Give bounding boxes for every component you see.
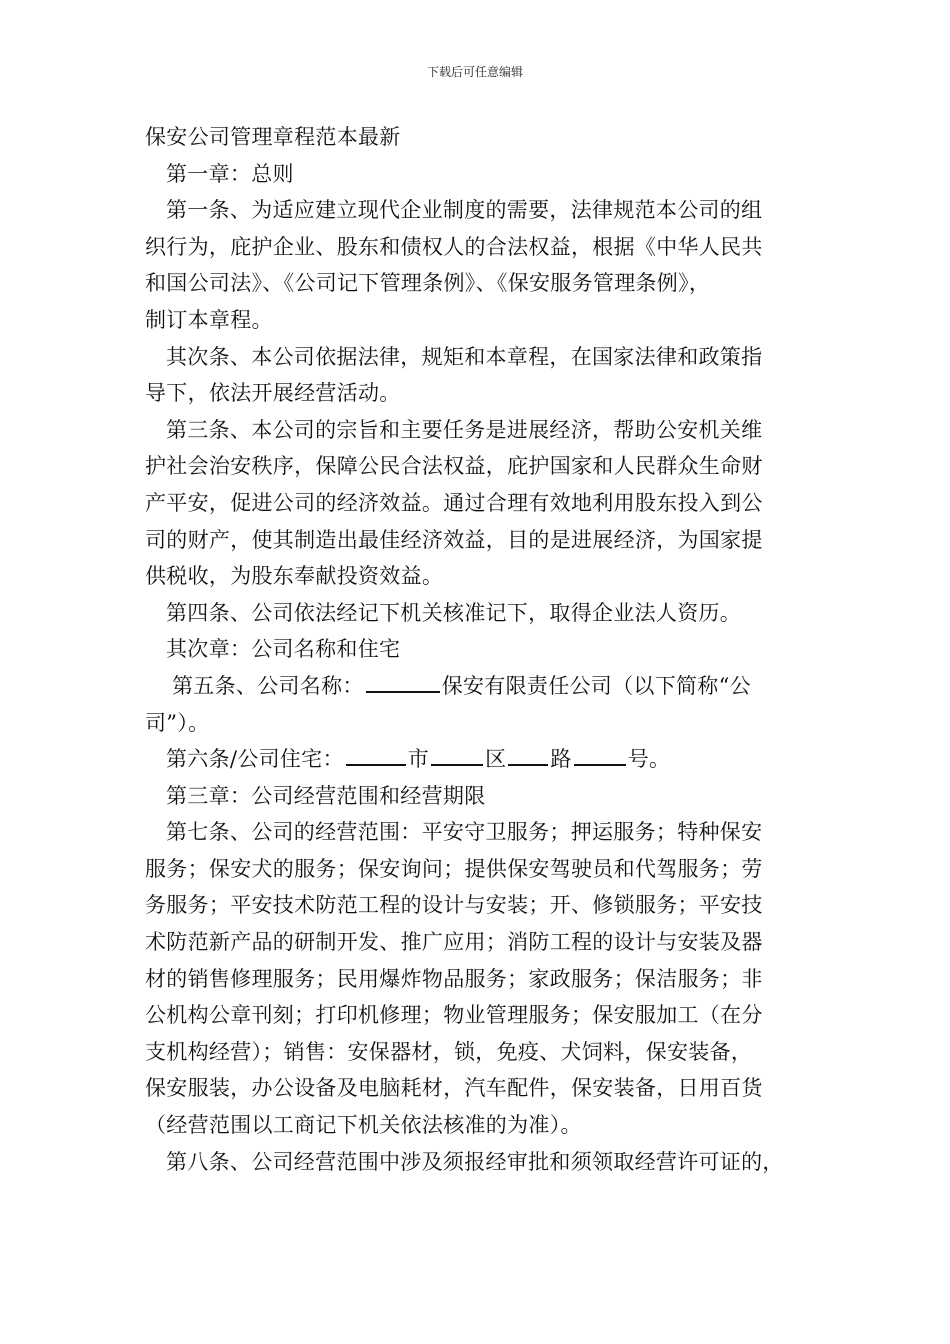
company-name-blank: [366, 669, 440, 693]
paragraph-line: 司”）。: [145, 710, 210, 735]
chapter-heading: 其次章：公司名称和住宅: [166, 637, 401, 662]
paragraph-line: 保安服装，办公设备及电脑耗材，汽车配件，保安装备，日用百货: [145, 1076, 763, 1101]
article-6-prefix: 第六条/公司住宅：: [166, 747, 344, 772]
city-label: 市: [407, 747, 430, 772]
document-body: [145, 119, 820, 1180]
paragraph-line: 供税收，为股东奉献投资效益。: [145, 564, 444, 589]
paragraph-line: 制订本章程。: [145, 307, 273, 332]
number-blank: [574, 742, 626, 766]
paragraph-line: 术防范新产品的研制开发、推广应用；消防工程的设计与安装及器: [145, 930, 763, 955]
district-label: 区: [485, 747, 507, 772]
paragraph-line: 服务；保安犬的服务；保安询问；提供保安驾驶员和代驾服务；劳: [145, 856, 763, 881]
number-label: 号。: [627, 747, 671, 772]
paragraph-line: 第三条、本公司的宗旨和主要任务是进展经济，帮助公安机关维: [166, 417, 763, 442]
paragraph-line: 公机构公章刊刻；打印机修理；物业管理服务；保安服加工（在分: [145, 1003, 763, 1028]
article-5-line: [145, 668, 820, 705]
paragraph-line: 务服务；平安技术防范工程的设计与安装；开、修锁服务；平安技: [145, 893, 763, 918]
chapter-heading: 第一章：总则: [166, 161, 294, 186]
paragraph-line: 第八条、公司经营范围中涉及须报经审批和须领取经营许可证的，: [166, 1149, 784, 1174]
chapter-heading: 第三章：公司经营范围和经营期限: [166, 783, 486, 808]
paragraph-line: 织行为，庇护企业、股东和债权人的合法权益，根据《中华人民共: [145, 234, 763, 259]
paragraph-line: 第一条、为适应建立现代企业制度的需要，法律规范本公司的组: [166, 198, 763, 223]
article-5-prefix: 第五条、公司名称：: [172, 673, 364, 698]
road-blank: [508, 742, 548, 766]
paragraph-line: 支机构经营）；销售：安保器材，锁，免疫、犬饲料，保安装备，: [145, 1039, 753, 1064]
paragraph-line: 其次条、本公司依据法律，规矩和本章程，在国家法律和政策指: [166, 344, 763, 369]
paragraph-line: 材的销售修理服务；民用爆炸物品服务；家政服务；保洁服务；非: [145, 966, 763, 991]
paragraph-line: 司的财产，使其制造出最佳经济效益，目的是进展经济，为国家提: [145, 527, 763, 552]
paragraph-line: 护社会治安秩序，保障公民合法权益，庇护国家和人民群众生命财: [145, 454, 763, 479]
page-header: 下载后可任意编辑: [426, 65, 523, 79]
paragraph-line: （经营范围以工商记下机关依法核准的为准）。: [145, 1113, 582, 1138]
article-5-suffix: 保安有限责任公司（以下简称“公: [441, 673, 751, 698]
document-title: 保安公司管理章程范本最新: [145, 125, 401, 149]
city-blank: [346, 742, 406, 766]
paragraph-line: 第七条、公司的经营范围：平安守卫服务；押运服务；特种保安: [166, 820, 763, 845]
road-label: 路: [550, 747, 572, 772]
paragraph-line: 导下，依法开展经营活动。: [145, 381, 401, 406]
paragraph-line: 第四条、公司依法经记下机关核准记下，取得企业法人资历。: [166, 600, 742, 625]
paragraph-line: 和国公司法》、《公司记下管理条例》、《保安服务管理条例》，: [145, 271, 711, 296]
district-blank: [431, 742, 483, 766]
article-6-line: [145, 741, 820, 778]
paragraph-line: 产平安，促进公司的经济效益。通过合理有效地利用股东投入到公: [145, 490, 763, 515]
